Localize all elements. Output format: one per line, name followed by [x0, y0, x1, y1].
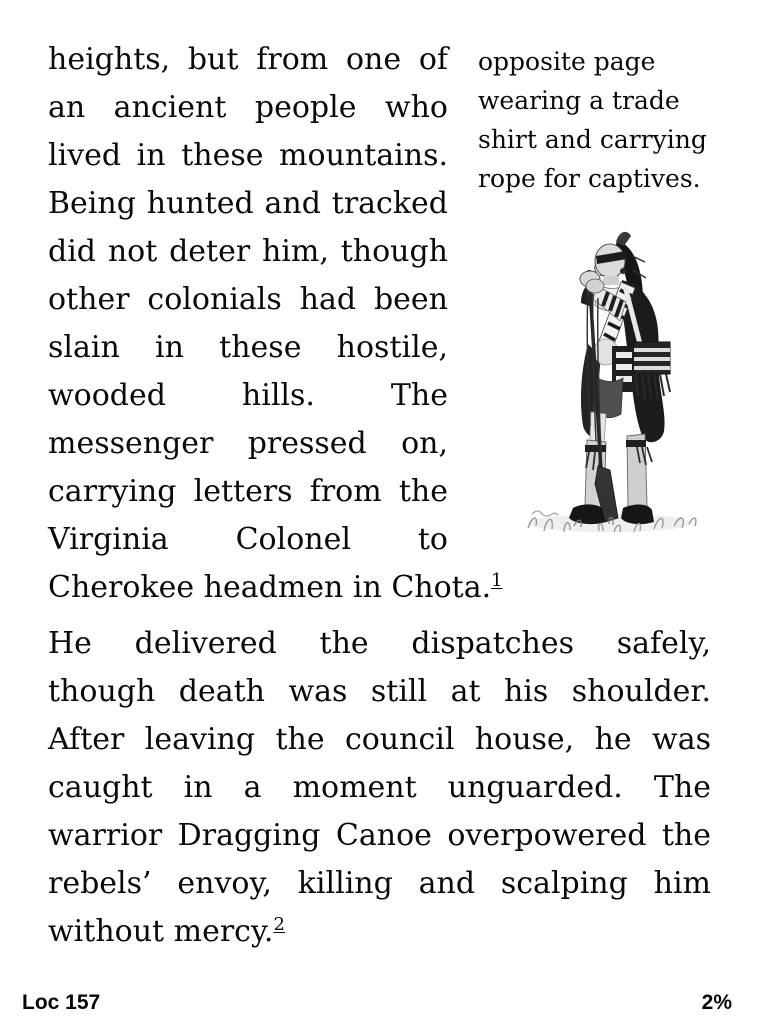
figure-caption-line: rope for captives. [478, 164, 701, 193]
figure-caption-line: shirt and carrying [478, 125, 707, 154]
paragraph-1-lines [48, 36, 448, 564]
text-line: lived in these mountains. [48, 138, 448, 173]
text-line: Being hunted and tracked [48, 186, 448, 221]
figure-caption-line: wearing a trade [478, 86, 680, 115]
text-line: He delivered the dispatches safely, [48, 626, 711, 661]
text-line: an ancient people who [48, 90, 448, 125]
figure-block [478, 42, 718, 536]
text-line: Virginia Colonel to [48, 522, 448, 557]
text-line: heights, but from one of [48, 42, 448, 77]
progress-indicator: 2% [701, 991, 732, 1014]
figure-caption [478, 42, 718, 198]
cherokee-warrior-illustration [504, 226, 716, 536]
figure-caption-line: opposite page [478, 47, 656, 76]
text-line: warrior Dragging Canoe overpowered the [48, 818, 711, 853]
text-line: wooded hills. The [48, 378, 448, 413]
location-indicator: Loc 157 [22, 991, 101, 1014]
paragraph-2-last-line: without mercy. [48, 914, 274, 949]
text-line: though death was still at his shoulder. [48, 674, 711, 709]
text-line-last [48, 564, 503, 612]
paragraph-2 [48, 620, 711, 956]
footnote-link-1[interactable]: 1 [491, 570, 503, 591]
text-line: did not deter him, though [48, 234, 448, 269]
text-line: other colonials had been [48, 282, 448, 317]
paragraph-1-last-line: Cherokee headmen in Chota. [48, 570, 492, 605]
text-line: caught in a moment unguarded. The [48, 770, 711, 805]
paragraph-1 [48, 36, 503, 612]
text-line: After leaving the council house, he was [48, 722, 711, 757]
footnote-link-2[interactable]: 2 [273, 914, 285, 935]
text-line: carrying letters from the [48, 474, 448, 509]
text-line: slain in these hostile, [48, 330, 448, 365]
reader-footer [22, 991, 732, 1015]
text-line: messenger pressed on, [48, 426, 448, 461]
text-line-last [48, 908, 711, 956]
paragraph-2-lines [48, 620, 711, 908]
text-line: rebels’ envoy, killing and scalping him [48, 866, 711, 901]
artist-signature [532, 511, 558, 516]
